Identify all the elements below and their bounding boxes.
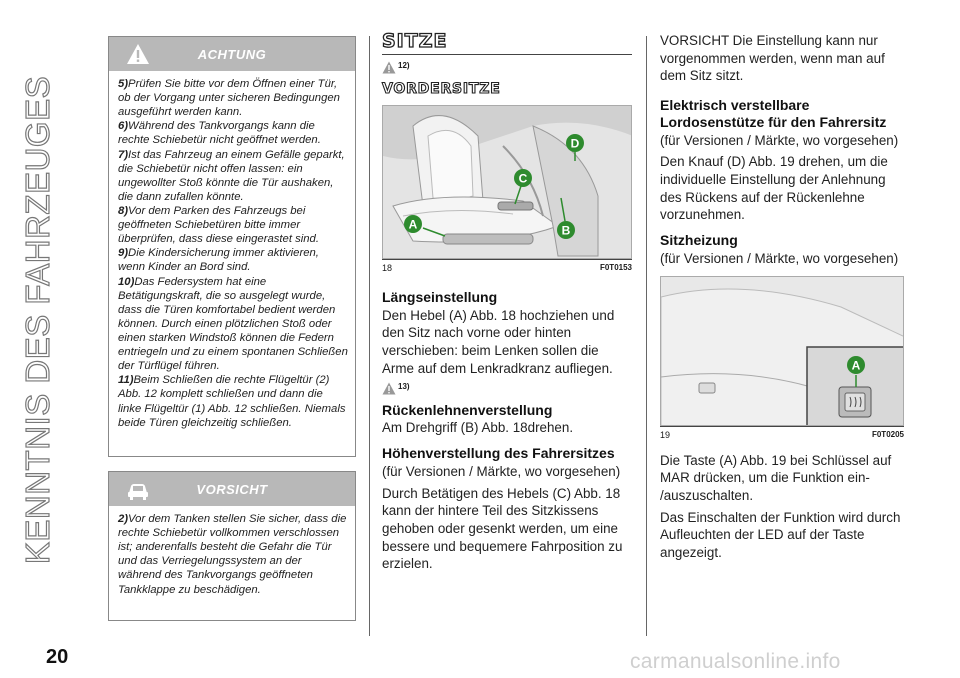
achtung-title: ACHTUNG — [197, 46, 267, 62]
vorsicht-title: VORSICHT — [196, 481, 268, 497]
label-d — [566, 134, 584, 152]
right-column — [660, 32, 904, 562]
label-a — [404, 215, 422, 233]
heiz-heading: Sitzheizung — [660, 232, 738, 249]
vorsicht-header — [109, 472, 355, 506]
subsection-title: VORDERSITZE — [382, 81, 501, 97]
warning-triangle-icon — [382, 61, 396, 74]
heiz-sub: (für Versionen / Märkte, wo vorgesehen) — [660, 250, 899, 266]
car-icon — [125, 476, 151, 502]
lordose-text: Den Knauf (D) Abb. 19 drehen, um die individuelle Einstellung der Anlehnung des Rückens auf der Rückenlehne vorzunehmen. — [660, 154, 888, 223]
rueck-text: Am Drehgriff (B) Abb. 18drehen. — [382, 420, 574, 436]
vorsicht-note: VORSICHT Die Einstellung kann nur vorgenommen werden, wenn man auf dem Sitz sitzt. — [660, 33, 885, 84]
achtung-item: 6)Während des Tankvorgangs kann die rechte Schiebetür nicht geöffnet werden. — [118, 120, 321, 147]
rueck-heading: Rückenlehnenverstellung — [382, 401, 553, 418]
lordose-sub: (für Versionen / Märkte, wo vorgesehen) — [660, 132, 899, 148]
chapter-side-title: KENNTNIS DES FAHRZEUGES — [19, 75, 56, 565]
svg-text:B: B — [561, 223, 571, 238]
heiz-text-2: Das Einschalten der Funktion wird durch Aufleuchten der LED auf der Taste angezeigt. — [660, 509, 901, 561]
achtung-item: 11)Beim Schließen die rechte Flügeltür (2) Abb. 12 komplett schließen und dann die linke Flügeltür (1) Abb. 12 schließen. Niemals beide Türen gleichzeitig schließen. — [118, 374, 346, 429]
svg-text:D: D — [570, 136, 580, 151]
hoehe-heading: Höhenverstellung des Fahrersitzes — [382, 445, 615, 462]
achtung-box — [108, 36, 356, 457]
achtung-header — [109, 37, 355, 71]
warning-triangle-icon — [125, 41, 151, 67]
svg-text:A: A — [851, 358, 861, 373]
middle-column — [382, 30, 632, 573]
section-rule — [382, 54, 632, 55]
warning-ref: 13) — [382, 382, 632, 398]
watermark: carmanualsonline.info — [630, 650, 841, 673]
section-title: SITZE — [382, 30, 448, 52]
warning-triangle-icon — [382, 382, 396, 395]
hoehe-sub: (für Versionen / Märkte, wo vorgesehen) — [382, 463, 621, 479]
vorsicht-item: 2)Vor dem Tanken stellen Sie sicher, dass die rechte Schiebetür vollkommen verschlossen ist; anderenfalls besteht die Gefahr die Tür und das Verriegelungssystem an der während des Tankvorgangs geöffneten Tankklappe zu beschädigen. — [118, 513, 347, 596]
label-b — [557, 221, 575, 239]
achtung-item: 8)Vor dem Parken des Fahrzeugs bei geöffneten Schiebetüren bitte immer überprüfen, dass diese eingerastet sind. — [118, 204, 319, 246]
achtung-item: 9)Die Kindersicherung immer aktivieren, wenn Kinder an Bord sind. — [118, 247, 319, 274]
laengs-text: Den Hebel (A) Abb. 18 hochziehen und den Sitz nach vorne oder hinten verschieben: beim Lenken sollen die Arme auf dem Lenkradkranz aufliegen. — [382, 307, 615, 376]
page-number: 20 — [46, 646, 69, 668]
achtung-body — [109, 71, 355, 438]
column-divider — [369, 36, 370, 636]
heiz-text-1: Die Taste (A) Abb. 19 bei Schlüssel auf MAR drücken, um die Funktion ein- /auszuschalten. — [660, 452, 892, 503]
lordose-heading: Elektrisch verstellbare Lordosenstütze für den Fahrersitz — [660, 97, 887, 130]
seat-illustration — [383, 106, 632, 259]
svg-text:C: C — [518, 171, 528, 186]
achtung-item: 10)Das Federsystem hat eine Betätigungskraft, die so ausgelegt wurde, dass die Türen komfortabel bedient werden können. Durch einen plötzlichen Stoß oder einen starken Windstoß können die Federn entriegeln und zu einem spontanen Schließen der Türflügel führen. — [118, 275, 348, 373]
figure-19-seat-heating — [660, 276, 904, 426]
label-c — [514, 169, 532, 187]
figure-18-caption: 18 F0T0153 — [382, 259, 632, 273]
achtung-item: 5)Prüfen Sie bitte vor dem Öffnen einer Tür, ob der Vorgang unter sicheren Bedingungen ausgeführt werden kann. — [118, 78, 340, 119]
svg-text:A: A — [408, 217, 418, 232]
vorsicht-box — [108, 471, 356, 621]
warning-ref: 12) — [382, 61, 632, 77]
hoehe-text: Durch Betätigen des Hebels (C) Abb. 18 kann der hintere Teil des Sitzkissens gehoben oder gesenkt werden, um eine bessere und bequemere Fahrposition zu erzielen. — [382, 485, 623, 572]
column-divider — [646, 36, 647, 636]
laengs-heading: Längseinstellung — [382, 289, 498, 305]
vorsicht-body — [109, 506, 355, 605]
achtung-item: 7)Ist das Fahrzeug an einem Gefälle geparkt, die Schiebetür nicht offen lassen: ein ungewollter Stoß könnte die Tür aushaken, die dann zufallen könnte. — [118, 148, 345, 203]
label-a — [847, 356, 865, 374]
figure-19-caption: 19 F0T0205 — [660, 426, 904, 440]
figure-18-seat-controls — [382, 105, 632, 259]
seat-heating-illustration — [661, 277, 904, 426]
